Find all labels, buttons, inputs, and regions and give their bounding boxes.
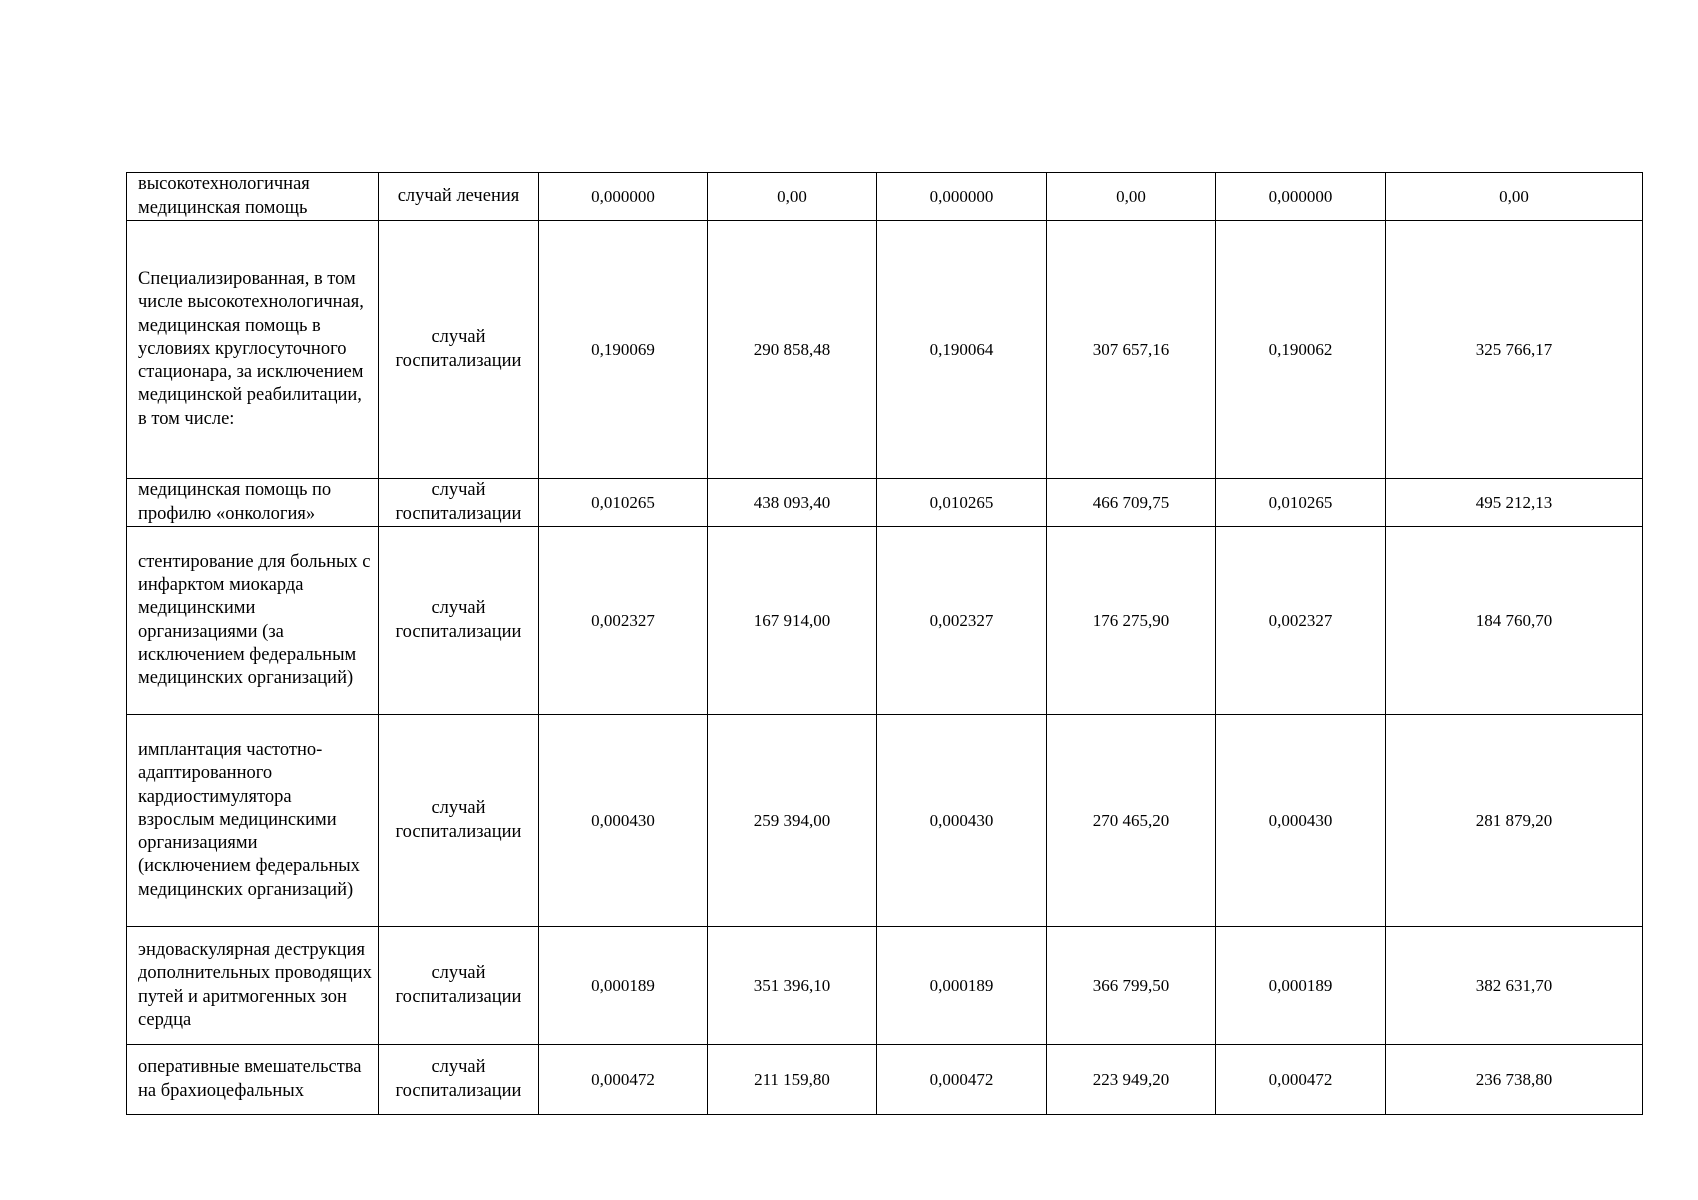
value-cell: 167 914,00	[708, 527, 877, 715]
value-cell: 184 760,70	[1386, 527, 1643, 715]
value-cell: 0,000430	[1216, 715, 1386, 927]
value-cell: 0,000472	[1216, 1045, 1386, 1115]
value-cell: 0,002327	[539, 527, 708, 715]
value-cell: 223 949,20	[1047, 1045, 1216, 1115]
value-cell: 0,000189	[539, 927, 708, 1045]
value-cell: 211 159,80	[708, 1045, 877, 1115]
value-cell: 0,190064	[877, 221, 1047, 479]
table-row	[127, 527, 1643, 715]
row-unit-cell: случай госпитализации	[379, 1045, 539, 1115]
value-cell: 0,000000	[539, 173, 708, 221]
value-cell: 0,010265	[539, 479, 708, 527]
row-unit-cell: случай госпитализации	[379, 715, 539, 927]
value-cell: 259 394,00	[708, 715, 877, 927]
value-cell: 0,002327	[877, 527, 1047, 715]
value-cell: 0,000472	[539, 1045, 708, 1115]
value-cell: 0,010265	[1216, 479, 1386, 527]
value-cell: 236 738,80	[1386, 1045, 1643, 1115]
value-cell: 466 709,75	[1047, 479, 1216, 527]
value-cell: 0,000189	[1216, 927, 1386, 1045]
value-cell: 0,00	[708, 173, 877, 221]
value-cell: 351 396,10	[708, 927, 877, 1045]
table-row	[127, 715, 1643, 927]
table-row	[127, 221, 1643, 479]
value-cell: 325 766,17	[1386, 221, 1643, 479]
row-unit-cell: случай госпитализации	[379, 221, 539, 479]
row-name-cell: эндоваскулярная деструкция дополнительных проводящих путей и аритмогенных зон сердца	[127, 927, 379, 1045]
table-row	[127, 173, 1643, 221]
medical-care-volume-table	[126, 172, 1643, 1115]
value-cell: 0,010265	[877, 479, 1047, 527]
value-cell: 366 799,50	[1047, 927, 1216, 1045]
value-cell: 307 657,16	[1047, 221, 1216, 479]
value-cell: 281 879,20	[1386, 715, 1643, 927]
table-row	[127, 479, 1643, 527]
table-row	[127, 1045, 1643, 1115]
value-cell: 0,000189	[877, 927, 1047, 1045]
value-cell: 0,190069	[539, 221, 708, 479]
row-name-cell: имплантация частотно-адаптированного кардиостимулятора взрослым медицинскими организациями (исключением федеральных медицинских организаций)	[127, 715, 379, 927]
value-cell: 0,000430	[877, 715, 1047, 927]
row-name-cell: оперативные вмешательства на брахиоцефальных	[127, 1045, 379, 1115]
row-unit-cell: случай госпитализации	[379, 927, 539, 1045]
table-row	[127, 927, 1643, 1045]
value-cell: 438 093,40	[708, 479, 877, 527]
value-cell: 0,000472	[877, 1045, 1047, 1115]
value-cell: 0,000430	[539, 715, 708, 927]
row-unit-cell: случай госпитализации	[379, 479, 539, 527]
row-name-cell: высокотехнологичная медицинская помощь	[127, 173, 379, 221]
row-name-cell: Специализированная, в том числе высокотехнологичная, медицинская помощь в условиях круглосуточного стационара, за исключением медицинской реабилитации, в том числе:	[127, 221, 379, 479]
value-cell: 0,190062	[1216, 221, 1386, 479]
value-cell: 0,00	[1386, 173, 1643, 221]
row-name-cell: медицинская помощь по профилю «онкология»	[127, 479, 379, 527]
row-unit-cell: случай лечения	[379, 173, 539, 221]
value-cell: 495 212,13	[1386, 479, 1643, 527]
table-body	[127, 173, 1643, 1115]
value-cell: 176 275,90	[1047, 527, 1216, 715]
value-cell: 290 858,48	[708, 221, 877, 479]
value-cell: 382 631,70	[1386, 927, 1643, 1045]
row-name-cell: стентирование для больных с инфарктом миокарда медицинскими организациями (за исключением федеральным медицинских организаций)	[127, 527, 379, 715]
value-cell: 0,00	[1047, 173, 1216, 221]
value-cell: 0,002327	[1216, 527, 1386, 715]
value-cell: 270 465,20	[1047, 715, 1216, 927]
value-cell: 0,000000	[877, 173, 1047, 221]
row-unit-cell: случай госпитализации	[379, 527, 539, 715]
value-cell: 0,000000	[1216, 173, 1386, 221]
